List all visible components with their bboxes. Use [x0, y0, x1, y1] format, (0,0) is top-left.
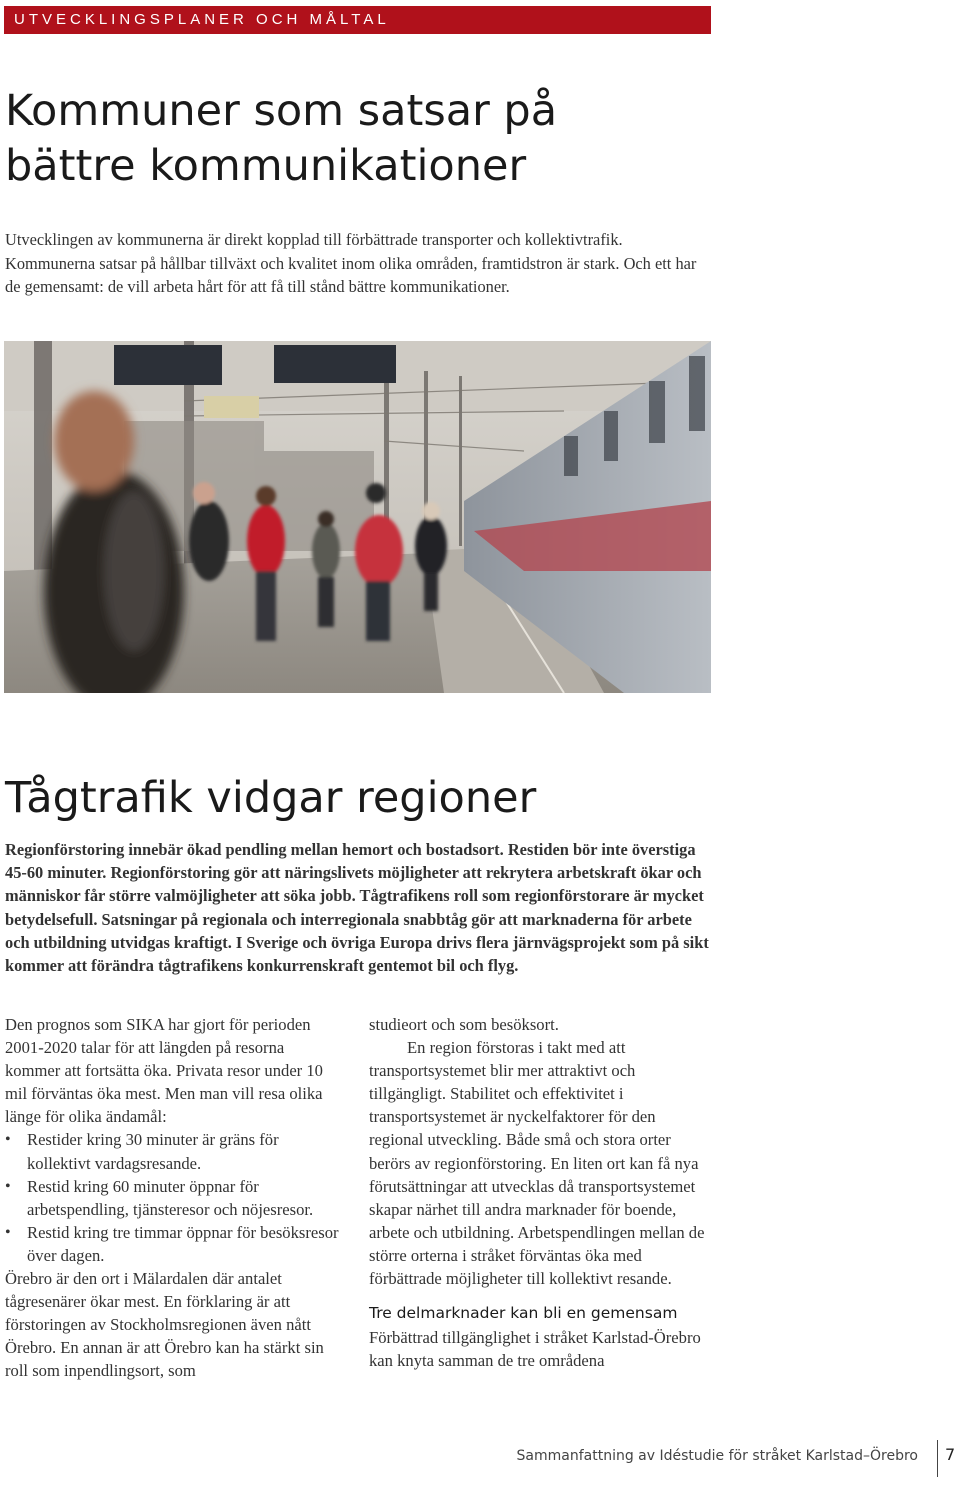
article-headline [5, 84, 725, 194]
column2-paragraph-1: studieort och som besöksort. [369, 1015, 559, 1034]
travel-time-list [5, 1128, 340, 1267]
list-item: • Restid kring tre timmar öppnar för besöksresor över dagen. [5, 1221, 340, 1267]
column2-paragraph-2: En region förstoras i takt med att transportsystemet blir mer attraktivt och tillgängligt. Stabilitet och effektivitet i transportsystemet är nyckelfaktorer för den regional utveckling. Både små och stora orter berörs av regionförstoring. En liten ort kan få nya förutsättningar att utvecklas då transportsystemet skapar närhet till andra marknader för boende, arbete och utbildning. Arbetspendlingen mellan de större orterna i stråket förväntas öka med förbättrade möjligheter till kollektivt resande. [369, 1038, 705, 1289]
section-label: UTVECKLINGSPLANER OCH MÅLTAL [14, 11, 390, 28]
column2-paragraph-3: Förbättrad tillgänglighet i stråket Karlstad-Örebro kan knyta samman de tre områdena [369, 1328, 701, 1371]
body-column-2 [369, 1013, 709, 1372]
page-number: 7 [945, 1445, 956, 1464]
list-item: • Restid kring 60 minuter öppnar för arbetspendling, tjänsteresor och nöjesresor. [5, 1175, 340, 1221]
intro-paragraph: Utvecklingen av kommunerna är direkt kopplad till förbättrade transporter och kollektivtrafik. Kommunerna satsar på hållbar tillväxt och kvalitet inom olika områden, framtidstron är stark. Och ett har de gemensamt: de vill arbeta hårt för att få till stånd bättre kommunikationer. [5, 230, 697, 296]
section-title: Tågtrafik vidgar regioner [5, 773, 537, 823]
headline-line-2: bättre kommunikationer [5, 141, 527, 191]
body-column-1 [5, 1013, 340, 1383]
footer-publication-title: Sammanfattning av Idéstudie för stråket Karlstad–Örebro [516, 1448, 918, 1464]
headline-line-1: Kommuner som satsar på [5, 86, 558, 136]
railway-platform-photo [4, 341, 711, 693]
section-banner [4, 6, 711, 34]
column2-subheading: Tre delmarknader kan bli en gemensam [369, 1304, 678, 1323]
column1-paragraph-2: Örebro är den ort i Mälardalen där antalet tågresenärer ökar mest. En förklaring är att förstoringen av Stockholmsregionen även nått Örebro. En annan är att Örebro kan ha stärkt sin roll som inpendlingsort, som [5, 1269, 324, 1381]
section-lead: Regionförstoring innebär ökad pendling mellan hemort och bostadsort. Restiden bör inte överstiga 45-60 minuter. Regionförstoring gör att näringslivets möjligheter att rekrytera arbetskraft ökar och människor får större valmöjligheter att söka jobb. Tågtrafikens roll som regionförstorare är mycket betydelsefull. Satsningar på regionala och interregionala snabbtåg gör att marknaderna för arbete och utbildning utvidgas kraftigt. I Sverige och övriga Europa drivs flera järnvägsprojekt som på sikt kommer att förändra tågtrafikens konkurrenskraft gentemot bil och flyg. [5, 840, 709, 976]
list-item: • Restider kring 30 minuter är gräns för kollektivt vardagsresande. [5, 1128, 340, 1174]
footer-divider [937, 1440, 938, 1477]
column1-paragraph-1: Den prognos som SIKA har gjort för perioden 2001-2020 talar för att längden på resorna kommer att fortsätta öka. Privata resor under 10 mil förväntas öka mest. Men man vill resa olika länge för olika ändamål: [5, 1015, 323, 1127]
